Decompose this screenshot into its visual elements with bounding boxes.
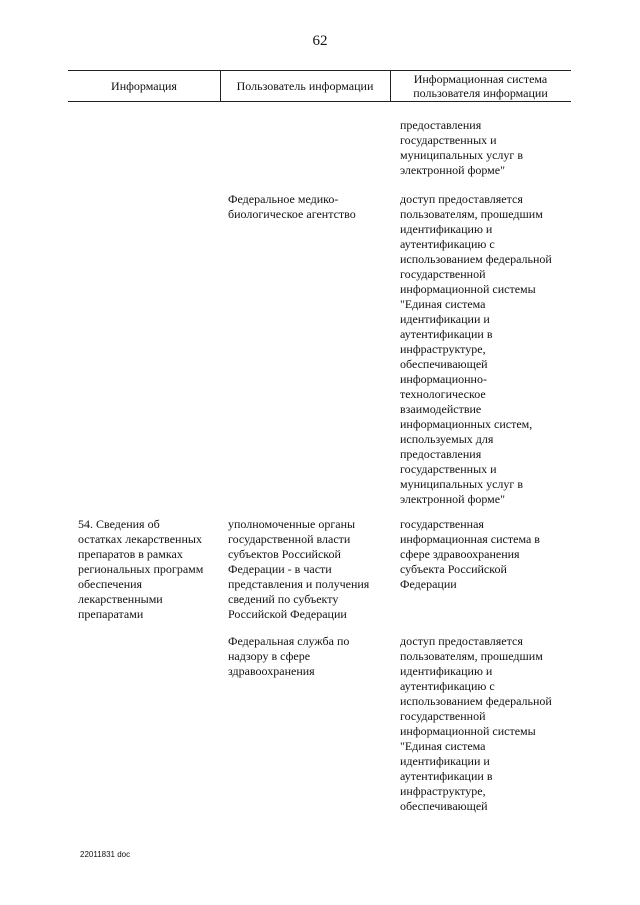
table-row-info: 54. Сведения об остатках лекарственных препаратов в рамках региональных программ обеспечения лекарственными препаратами bbox=[78, 517, 204, 621]
header-information: Информация bbox=[111, 78, 177, 93]
table-row-user: Федеральная служба по надзору в сфере здравоохранения bbox=[228, 634, 350, 678]
table-row-user: Федеральное медико- биологическое агентство bbox=[228, 192, 356, 221]
header-information-system bbox=[390, 70, 571, 101]
document-code: 22011831 doc bbox=[80, 850, 131, 859]
table-row-system: государственная информационная система в сфере здравоохранения субъекта Российской Федерации bbox=[400, 517, 540, 591]
header-information-system-label: Информационная система пользователя информации bbox=[413, 71, 548, 100]
table-row-user: уполномоченные органы государственной власти субъектов Российской Федерации - в части представления и получения сведений по субъекту Российской Федерации bbox=[228, 517, 370, 621]
header-information-user: Пользователь информации bbox=[236, 78, 374, 93]
table-row-system: доступ предоставляется пользователям, прошедшим идентификацию и аутентификацию с использованием федеральной государственной информационной системы "Единая система идентификации и аутентификации в инфраструктуре, обеспечивающей bbox=[400, 634, 552, 813]
table-row-system: доступ предоставляется пользователям, прошедшим идентификацию и аутентификацию с использованием федеральной государственной информационной системы "Единая система идентификации и аутентификации в инфраструктуре, обеспечивающей информационно- технологическое взаимодействие информационных систем, используемых для предоставления государственных и муниципальных услуг в электронной форме" bbox=[400, 192, 552, 506]
header-bottom-rule bbox=[68, 101, 571, 102]
page-number: 62 bbox=[312, 33, 328, 49]
table-row-system: предоставления государственных и муниципальных услуг в электронной форме" bbox=[400, 118, 523, 177]
